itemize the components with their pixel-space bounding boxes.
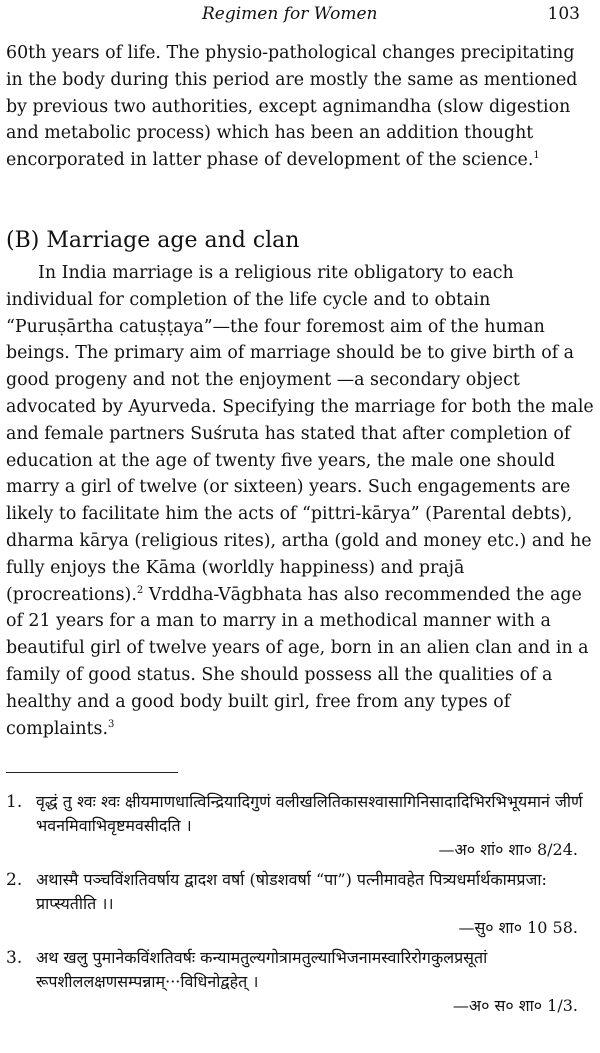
footnote-sanskrit-text: अथास्मै पञ्चविंशतिवर्षाय द्वादश वर्षा (षोडशवर्षा “पा”) पत्नीमावहेत पित्र्यधर्मार्थकामप्रजा: प्राप्स्यतीति ।। bbox=[36, 870, 547, 913]
footnote-marker-3: 3 bbox=[107, 718, 115, 730]
footnote bbox=[6, 946, 594, 1018]
section-heading: (B) Marriage age and clan bbox=[6, 228, 300, 253]
paragraph-2-text: In India marriage is a religious rite obligatory to each individual for completion of the life cycle and to obtain “Puruṣārtha catuṣṭaya”—the four foremost aim of the human beings. The primary aim of marriage should be to give birth of a good progeny and not the enjoyment —a secondary object advocated by Ayurveda. Specifying the marriage for both the male and female partners Suśruta has stated that after completion of education at the age of twenty five years, the male one should marry a girl of twelve (or sixteen) years. Such engagements are likely to facilitate him the acts of “pittri-kārya” (Parental debts), dharma kārya (religious rites), artha (gold and money etc.) and he fully enjoys the Kāma (worldly happiness) and prajā (procreations). bbox=[6, 263, 594, 605]
paragraph-continued bbox=[6, 40, 594, 174]
footnote-number: 3. bbox=[6, 948, 23, 968]
footnote bbox=[6, 790, 594, 862]
footnote-marker-2: 2 bbox=[136, 584, 144, 596]
footnote-reference: —सु० शा० 10 58. bbox=[458, 918, 578, 937]
footnote-sanskrit-text: वृद्धं तु श्वः श्वः क्षीयमाणधात्विन्द्रियादिगुणं वलीखलितिकासश्वासागिनिसादादिभिरभिभूयमानं जीर्ण भवनमिवाभिवृष्टमवसीदति । bbox=[36, 792, 583, 835]
paragraph-1-text: 60th years of life. The physio-pathological changes precipitating in the body during this period are mostly the same as mentioned by previous two authorities, except agnimandha (slow digestion and metabolic process) which has been an addition thought encorporated in latter phase of development of the science. bbox=[6, 43, 578, 171]
footnotes bbox=[6, 790, 594, 1024]
footnote-separator bbox=[6, 772, 178, 773]
paragraph-2-continued: Vrddha-Vāgbhata has also recommended the age of 21 years for a man to marry in a methodical manner with a beautiful girl of twelve years of age, born in an alien clan and in a family of good status. She should possess all the qualities of a healthy and a good body built girl, free from any types of complaints. bbox=[6, 584, 589, 739]
footnote bbox=[6, 868, 594, 940]
footnote-marker-1: 1 bbox=[533, 150, 540, 162]
footnote-number: 1. bbox=[6, 792, 23, 812]
paragraph-marriage bbox=[6, 260, 594, 742]
footnote-number: 2. bbox=[6, 870, 23, 890]
footnote-reference: —अ० स० शा० 1/3. bbox=[452, 996, 578, 1015]
running-title: Regimen for Women bbox=[202, 4, 378, 24]
footnote-sanskrit-text: अथ खलु पुमानेकविंशतिवर्षः कन्यामतुल्यगोत्रामतुल्याभिजनामस्वारिरोगकुलप्रसूतां रूपशीललक्षणसम्पन्नाम्···विधिनोद्वहेत् । bbox=[36, 948, 488, 991]
page-number: 103 bbox=[547, 4, 580, 24]
page-header bbox=[0, 4, 600, 30]
footnote-reference: —अ० शां० शा० 8/24. bbox=[438, 840, 578, 859]
